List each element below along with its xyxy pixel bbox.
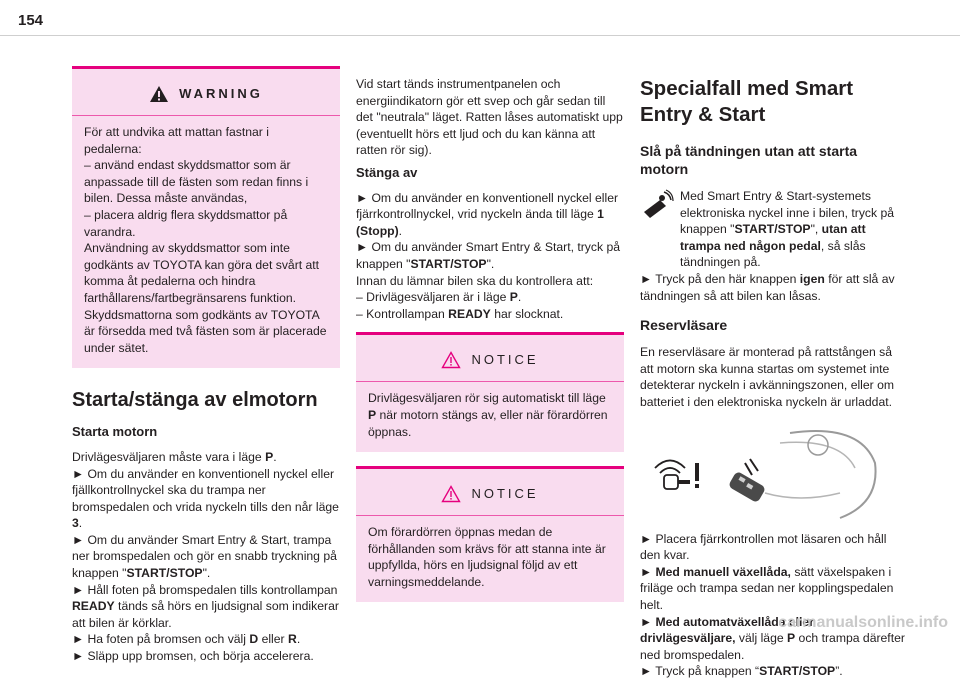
smart-key-icon xyxy=(640,190,674,220)
warning-header xyxy=(84,79,328,111)
watermark: carmanualsonline.info xyxy=(778,614,948,631)
subsection-heading: Starta motorn xyxy=(72,424,158,440)
notice-header xyxy=(368,479,612,511)
page-number: 154 xyxy=(18,12,44,29)
body-paragraph: En reservläsare är monterad på rattstången så att motorn ska kunna startas om systemet inte detekterar nyckeln i avkänningszonen, eller om batteriet i den elektroniska nyckeln är urladdat. xyxy=(640,345,895,409)
warning-title: WARNING xyxy=(179,85,263,101)
warning-box xyxy=(72,66,340,368)
notice-text: Drivlägesväljaren rör sig automatiskt till läge P när motorn stängs av, eller när förardörren öppnas. xyxy=(368,391,608,439)
notice-header xyxy=(368,345,612,377)
subsection-heading: Slå på tändningen utan att starta motorn xyxy=(640,143,858,177)
column-right xyxy=(640,76,908,686)
section-heading: Specialfall med Smart Entry & Start xyxy=(640,77,854,126)
stop-heading: Stänga av xyxy=(356,164,418,180)
body-paragraph: ► Tryck på den här knappen igen för att slå av tändningen så att bilen kan låsas. xyxy=(640,271,895,303)
warning-divider xyxy=(72,115,340,116)
notice-title: NOTICE xyxy=(471,485,539,501)
subsection-heading: Reservläsare xyxy=(640,317,728,334)
warning-line: För att undvika att mattan fastnar i pedalerna: xyxy=(84,125,269,156)
notice-text: Om förardörren öppnas medan de förhållanden som krävs för att stanna inte är uppfyllda, hörs en ljudsignal följd av ett varningsmeddelande. xyxy=(368,525,606,589)
warning-line: – använd endast skyddsmattor som är anpassade till de fästen som redan finns i bilen. Dessa måste användas, xyxy=(84,158,309,206)
notice-divider xyxy=(356,515,624,516)
stop-paragraph: ► Om du använder en konventionell nyckel eller fjärrkontrollnyckel, vrid nyckeln ända till läge 1 (Stopp). ► Om du använder Smart Entry & Start, tryck på knappen "START/STOP". Innan du lämnar bilen ska du kontrollera att: – Drivlägesväljaren är i läge P. – Kontrollampan READY har slocknat. xyxy=(356,190,621,321)
body-paragraph: ► Placera fjärrkontrollen mot läsaren och håll den kvar. ► Med manuell växellåda, sätt växelspaken i friläge och trampa sedan ner kopplingspedalen helt. ► Med automatväxellåda eller drivlägesväljare, välj läge P och trampa därefter ned bromspedalen. ► Tryck på knappen “START/STOP”. xyxy=(640,531,905,679)
notice-divider xyxy=(356,381,624,382)
warning-line: Användning av skyddsmattor som inte godkänts av TOYOTA kan göra det svårt att komma åt pedalerna och hindra farthållarens/fartbegränsarens funktion. xyxy=(84,241,320,305)
intro-paragraph: Vid start tänds instrumentpanelen och energiindikatorn gör ett svep och går sedan till det "neutrala" läget. Ratten låses automatiskt upp (eventuellt hörs ett ljud och du kan känna att ratten rör sig). xyxy=(356,77,623,158)
notice-title: NOTICE xyxy=(471,352,539,368)
notice-box xyxy=(356,332,624,452)
notice-triangle-icon xyxy=(441,485,461,503)
warning-line: – placera aldrig flera skyddsmattor på varandra. xyxy=(84,207,288,239)
body-paragraph: Drivlägesväljaren måste vara i läge P. ► Om du använder en konventionell nyckel eller fjällkontrollnyckel ska du trampa ner bromspedalen och vrida nyckeln tills den når läge 3. ► Om du använder Smart Entry & Start, trampa ner bromspedalen och gör en snabb tryckning på knappen "START/STOP". ► Håll foten på bromspedalen tills kontrollampan READY tänds så hörs en ljudsignal som indikerar att bilen är körklar. ► Ha foten på bromsen och välj D eller R. ► Släpp upp bromsen, och börja accelerera. xyxy=(72,449,339,664)
header-rule xyxy=(0,35,960,36)
column-middle xyxy=(356,76,624,602)
column-left xyxy=(72,60,340,671)
notice-box xyxy=(356,466,624,602)
notice-triangle-icon xyxy=(441,351,461,369)
backup-reader-illustration xyxy=(640,423,880,523)
ignition-text: Med Smart Entry & Start-systemets elektroniska nyckel inne i bilen, tryck på knappen "START/STOP", utan att trampa ned någon pedal, så slås tändningen på. xyxy=(680,189,895,270)
section-heading: Starta/stänga av elmotorn xyxy=(72,389,318,412)
warning-line: Skyddsmattorna som godkänts av TOYOTA är försedda med två fästen som är placerade under sätet. xyxy=(84,307,327,355)
key-signal-icon xyxy=(655,460,699,489)
ignition-instruction xyxy=(640,188,908,271)
warning-triangle-icon xyxy=(149,85,169,103)
